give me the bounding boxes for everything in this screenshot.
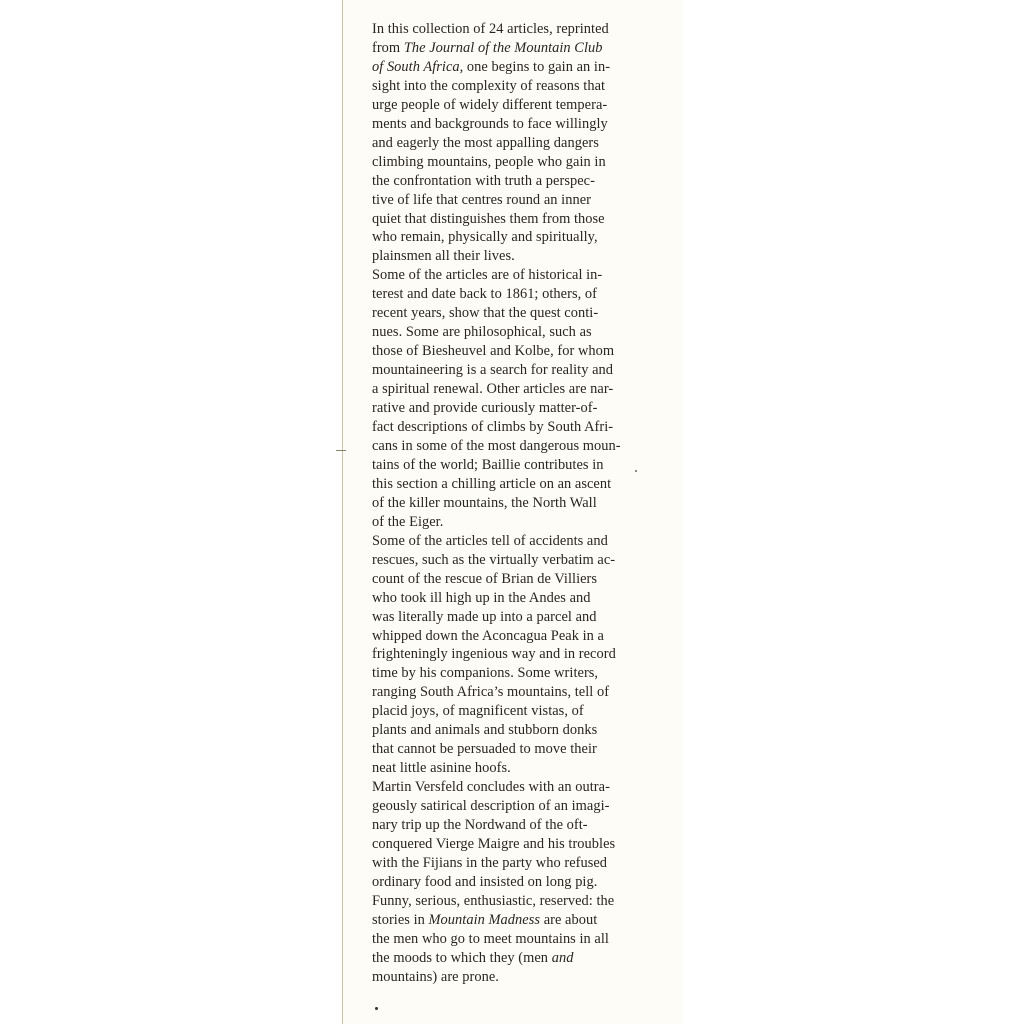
blurb-line [372,645,672,664]
blurb-line [372,778,672,797]
blurb-text-segment: the confrontation with truth a perspec- [372,172,595,189]
blurb-text-segment: the moods to which they (men [372,949,552,966]
blurb-line [372,475,672,494]
blurb-line [372,20,672,39]
blurb-text-segment: ordinary food and insisted on long pig. [372,873,598,890]
blurb-line [372,797,672,816]
blurb-line [372,968,672,987]
blurb-line [372,342,672,361]
blurb-line [372,513,672,532]
blurb-line [372,911,672,930]
blurb-line [372,266,672,285]
blurb-text-segment: tive of life that centres round an inner [372,191,591,208]
blurb-line [372,816,672,835]
blurb-italic-text: The Journal of the Mountain Club [403,39,603,56]
blurb-line [372,247,672,266]
blurb-text-segment: rescues, such as the virtually verbatim ac- [372,551,616,568]
print-speck [635,470,637,472]
blurb-line [372,134,672,153]
blurb-line [372,930,672,949]
blurb-text-segment: of the Eiger. [372,513,444,530]
blurb-line [372,949,672,968]
blurb-text-segment: quiet that distinguishes them from those [372,210,605,227]
blurb-line [372,361,672,380]
blurb-text-segment: are about [540,911,598,928]
blurb-text-segment: ranging South Africa’s mountains, tell of [372,684,610,701]
blurb-text-segment: ments and backgrounds to face willingly [372,115,608,132]
blurb-text-segment: count of the rescue of Brian de Villiers [372,570,598,587]
blurb-text-segment: placid joys, of magnificent vistas, of [372,703,584,720]
blurb-line [372,702,672,721]
blurb-text-segment: neat little asinine hoofs. [372,760,511,777]
blurb-italic-text: Mountain Madness [428,911,541,928]
blurb-line [372,304,672,323]
blurb-text-segment: fact descriptions of climbs by South Afri- [372,419,614,436]
blurb-line [372,835,672,854]
blurb-text-segment: plants and animals and stubborn donks [372,722,598,739]
blurb-line [372,418,672,437]
blurb-text-segment: that cannot be persuaded to move their [372,741,597,758]
blurb-line [372,532,672,551]
blurb-text-segment: climbing mountains, people who gain in [372,153,606,170]
blurb-text-segment: those of Biesheuvel and Kolbe, for whom [372,343,615,360]
blurb-text-segment: this section a chilling article on an ascent [372,475,612,492]
blurb-text-segment: nues. Some are philosophical, such as [372,324,592,341]
blurb-text-segment: urge people of widely different tempera- [372,96,608,113]
blurb-line [372,759,672,778]
blurb-line [372,873,672,892]
blurb-line [372,589,672,608]
blurb-line [372,172,672,191]
blurb-line [372,96,672,115]
blurb-line [372,115,672,134]
blurb-line [372,210,672,229]
blurb-line [372,191,672,210]
blurb-text-segment: sight into the complexity of reasons that [372,77,606,94]
blurb-line [372,228,672,247]
blurb-text-segment: frighteningly ingenious way and in record [372,646,616,663]
blurb-line [372,39,672,58]
end-dot [375,1007,378,1010]
blurb-text-segment: In this collection of 24 articles, reprinted [372,21,609,37]
blurb-italic-text: and [551,949,574,966]
blurb-italic-text: of South Africa, [372,58,464,75]
blurb-line [372,570,672,589]
blurb-text-segment: recent years, show that the quest conti- [372,305,599,322]
blurb-text-segment: was literally made up into a parcel and [372,608,597,625]
blurb-text-segment: one begins to gain an in- [463,58,611,75]
blurb-line [372,323,672,342]
blurb-text-segment: Some of the articles are of historical in- [372,267,603,284]
blurb-text [372,20,672,987]
blurb-text-segment: nary trip up the Nordwand of the oft- [372,817,588,834]
blurb-line [372,892,672,911]
blurb-text-segment: a spiritual renewal. Other articles are nar- [372,381,614,398]
blurb-line [372,608,672,627]
blurb-text-segment: the men who go to meet mountains in all [372,930,609,947]
blurb-line [372,153,672,172]
blurb-text-segment: Funny, serious, enthusiastic, reserved: the [372,892,615,909]
blurb-text-segment: whipped down the Aconcagua Peak in a [372,627,604,644]
blurb-text-segment: mountaineering is a search for reality and [372,362,614,379]
blurb-line [372,456,672,475]
blurb-text-segment: who took ill high up in the Andes and [372,589,591,606]
blurb-text-segment: mountains) are prone. [372,968,499,985]
blurb-text-segment: Martin Versfeld concludes with an outra- [372,779,610,796]
blurb-text-segment: of the killer mountains, the North Wall [372,494,597,511]
blurb-text-segment: from [372,39,404,56]
blurb-line [372,740,672,759]
blurb-text-segment: Some of the articles tell of accidents and [372,532,608,549]
blurb-line [372,494,672,513]
blurb-line [372,77,672,96]
blurb-line [372,551,672,570]
blurb-text-segment: terest and date back to 1861; others, of [372,286,597,303]
blurb-text-segment: geously satirical description of an imagi- [372,798,610,815]
blurb-line [372,380,672,399]
blurb-text-segment: with the Fijians in the party who refused [372,854,608,871]
blurb-text-segment: who remain, physically and spiritually, [372,229,598,246]
blurb-line [372,627,672,646]
blurb-text-segment: tains of the world; Baillie contributes in [372,456,604,473]
blurb-text-segment: conquered Vierge Maigre and his troubles [372,835,616,852]
blurb-line [372,683,672,702]
blurb-line [372,721,672,740]
blurb-text-segment: plainsmen all their lives. [372,248,515,265]
blurb-text-segment: time by his companions. Some writers, [372,665,599,682]
blurb-text-segment: rative and provide curiously matter-of- [372,400,598,417]
blurb-line [372,58,672,77]
blurb-text-segment: cans in some of the most dangerous moun- [372,437,621,454]
blurb-line [372,399,672,418]
fold-mark [336,450,346,451]
blurb-line [372,285,672,304]
blurb-text-segment: and eagerly the most appalling dangers [372,134,599,151]
blurb-line [372,854,672,873]
blurb-text-segment: stories in [372,911,429,928]
blurb-line [372,437,672,456]
blurb-line [372,664,672,683]
